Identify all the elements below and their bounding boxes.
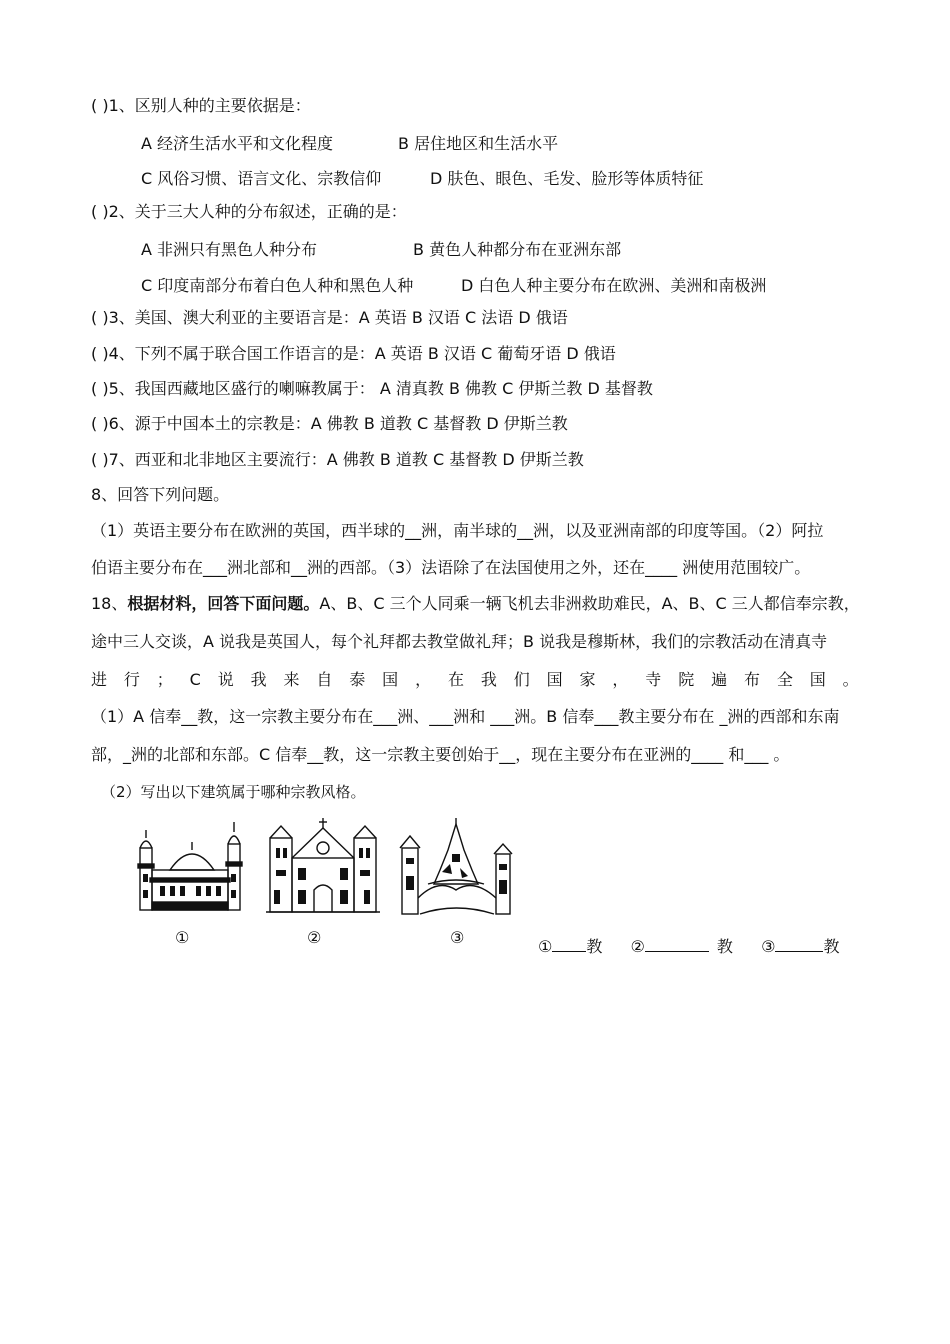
question-18-line-2: 途中三人交谈，A 说我是英国人，每个礼拜都去教堂做礼拜；B 说我是穆斯林，我们的宗教活动在清真寺 [91, 632, 828, 651]
question-3: ( )3、美国、澳大利亚的主要语言是：A 英语 B 汉语 C 法语 D 俄语 [91, 308, 568, 327]
question-4: ( )4、下列不属于联合国工作语言的是：A 英语 B 汉语 C 葡萄牙语 D 俄语 [91, 344, 616, 363]
justified-char: 。 [842, 670, 859, 689]
justified-char: ， [612, 670, 629, 689]
question-18-title: 根据材料，回答下面问题。 [127, 594, 320, 613]
question-1-option-c: C 风俗习惯、语言文化、宗教信仰 [141, 169, 382, 188]
justified-char: 们 [513, 670, 530, 689]
question-1-option-a: A 经济生活水平和文化程度 [141, 134, 334, 153]
answer-2-label: ② [630, 937, 645, 956]
figure-2-label: ② [307, 928, 322, 947]
justified-char: 国 [546, 670, 563, 689]
question-7: ( )7、西亚和北非地区主要流行：A 佛教 B 道教 C 基督教 D 伊斯兰教 [91, 450, 584, 469]
justified-char: ； [156, 670, 173, 689]
question-1-stem: ( )1、区别人种的主要依据是： [91, 96, 311, 115]
question-8-line-1: （1）英语主要分布在欧洲的英国，西半球的__洲，南半球的__洲，以及亚洲南部的印度等国。（2）阿拉 [91, 521, 824, 540]
justified-char: 家 [579, 670, 596, 689]
justified-char: 遍 [711, 670, 728, 689]
justified-char: 国 [809, 670, 826, 689]
justified-char: 泰 [349, 670, 366, 689]
church-image [266, 818, 380, 916]
figure-answer-line [538, 937, 839, 957]
answer-3-suffix: 教 [823, 937, 840, 956]
answer-1-suffix: 教 [586, 937, 603, 956]
question-2-option-a: A 非洲只有黑色人种分布 [141, 240, 318, 259]
question-18-number: 18、 [91, 594, 128, 613]
justified-char: 我 [480, 670, 497, 689]
question-2-option-d: D 白色人种主要分布在欧洲、美洲和南极洲 [461, 276, 767, 295]
justified-char: 布 [743, 670, 760, 689]
question-6: ( )6、源于中国本土的宗教是：A 佛教 B 道教 C 基督教 D 伊斯兰教 [91, 414, 568, 433]
question-8-title: 8、回答下列问题。 [91, 485, 230, 504]
answer-3-label: ③ [761, 937, 776, 956]
question-18-part-1-line-1: （1）A 信奉__教，这一宗教主要分布在___洲、___洲和 ___洲。B 信奉___教主要分布在 _洲的西部和东南 [91, 707, 840, 726]
question-2-option-b: B 黄色人种都分布在亚洲东部 [413, 240, 622, 259]
question-18-part-2: （2）写出以下建筑属于哪种宗教风格。 [101, 783, 366, 801]
justified-char: ， [415, 670, 432, 689]
justified-char: 自 [316, 670, 333, 689]
question-18-line-3 [91, 670, 859, 690]
justified-char: 我 [250, 670, 267, 689]
justified-char: 说 [217, 670, 234, 689]
figure-3-label: ③ [450, 928, 465, 947]
justified-char: C [189, 670, 201, 689]
figure-1-label: ① [175, 928, 190, 947]
justified-char: 全 [776, 670, 793, 689]
answer-2-blank[interactable] [645, 937, 709, 952]
justified-char: 院 [678, 670, 695, 689]
answer-3-blank[interactable] [775, 937, 823, 952]
question-1-option-b: B 居住地区和生活水平 [398, 134, 559, 153]
justified-char: 来 [283, 670, 300, 689]
justified-char: 进 [91, 670, 108, 689]
question-2-stem: ( )2、关于三大人种的分布叙述，正确的是： [91, 202, 407, 221]
justified-char: 行 [123, 670, 140, 689]
question-18-material-start: A、B、C 三个人同乘一辆飞机去非洲救助难民，A、B、C 三人都信奉宗教， [319, 594, 860, 613]
mosque-image [136, 818, 248, 914]
justified-char: 寺 [645, 670, 662, 689]
answer-2-suffix: 教 [716, 937, 733, 956]
justified-char: 在 [447, 670, 464, 689]
question-18-line-1 [91, 594, 860, 614]
question-2-option-c: C 印度南部分布着白色人种和黑色人种 [141, 276, 414, 295]
temple-image [398, 818, 514, 920]
answer-1-label: ① [538, 937, 553, 956]
answer-1-blank[interactable] [552, 937, 586, 952]
question-8-line-2: 伯语主要分布在___洲北部和__洲的西部。（3）法语除了在法国使用之外，还在____ 洲使用范围较广。 [91, 558, 811, 577]
question-18-part-1-line-2: 部，_洲的北部和东部。C 信奉__教，这一宗教主要创始于__，现在主要分布在亚洲的____ 和___ 。 [91, 745, 790, 764]
question-1-option-d: D 肤色、眼色、毛发、脸形等体质特征 [430, 169, 704, 188]
justified-char: 国 [382, 670, 399, 689]
question-5: ( )5、我国西藏地区盛行的喇嘛教属于： A 清真教 B 佛教 C 伊斯兰教 D 基督教 [91, 379, 653, 398]
